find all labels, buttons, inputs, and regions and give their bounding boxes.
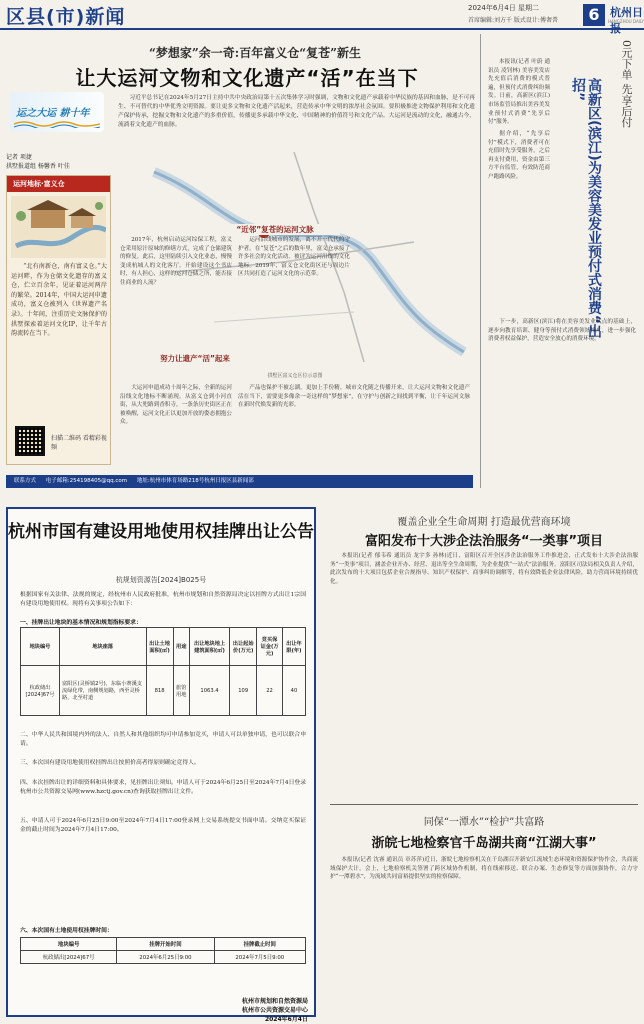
feature-lead: 习近平总书记在2024年5月27日主持中共中央政治局第十五次集体学习时强调，文物和文化遗产承载着中华民族的基因和血脉，是不可再生、不可替代的中华优秀文明资源。要让更多文物和文化遗产活起来，营造传承中华文明的浓厚社会氛围。要积极推进文物保护利用和文化遗产保护传承，挖掘文物和文化遗产的多重价值，传播更多承载中华文化、中国精神的价值符号和文化产品。大运河是流动的文化，融通古今，流淌着文化遗产的血脉。 [118, 95, 475, 128]
newspaper-logo: 杭州日报 [610, 6, 643, 35]
col-deposit: 竞买保证金(万元) [257, 628, 283, 666]
cell-location: 富阳区(灵桥镇2号)，东临小赛溪支流绿化带，南侧规划路，西至灵桥路，北至村道 [60, 666, 147, 716]
right-article-body-2: 下一步，高新区(滨江)将在美容美发业试点的基础上，逐步向教育培训、健身等预付式消费领域推广，进一步强化消费者权益保护，营造安全放心的消费环境。 [488, 319, 636, 343]
contact-address: 地址:杭州市体育场路218号杭州日报区县新闻部 [136, 478, 254, 484]
right-article-kicker: 0元下单 先享后付 [620, 40, 633, 128]
column-3: 大运河申遗成功十周年之际，全新的运河沿线文化地标不断涌现。从富义仓到小河直街，从大兜路到香积寺，一条条历史街区正在被唤醒，运河文化正以更加开放的姿态拥抱公众。 [120, 385, 232, 426]
cell-deposit: 22 [257, 666, 283, 716]
announcement-section-6: 六、本次国有土地使用权挂牌时间： [20, 928, 113, 934]
byline-reporter: 记者 项捷 [6, 154, 32, 161]
feature-kicker: “梦想家”余一奇:百年富义仓“复苍”新生 [148, 46, 362, 60]
col-schedule-start: 挂牌开始时间 [117, 938, 214, 951]
announcement-signatures [158, 997, 308, 1024]
byline-team: 拱墅报道组 杨馨香 叶佳 [6, 163, 70, 170]
byline [6, 153, 114, 171]
right-article-title: 高新区(滨江)为美容美发业预付式消费“出招” [570, 78, 602, 338]
announcement-section-3: 三、本次国有建设用地使用权挂牌出让按照价高者得原则确定竞得人。 [20, 760, 200, 766]
signature-center: 杭州市公共资源交易中心 [241, 1007, 308, 1014]
col-use: 用途 [173, 628, 189, 666]
subhead-two: 努力让遗产“活”起来 [160, 354, 230, 363]
col-area: 出让土地面积(㎡) [146, 628, 173, 666]
wave-icon [14, 120, 100, 128]
side-panel-text: “北有南新仓，南有富义仓。”大运河畔，作为仓储文化遗存的富义仓，伫立百余年，见证着运河两岸的繁荣。2014年，中国大运河申遗成功，富义仓被列入《世界遗产名录》。十年间，注重历史文脉保护的拱墅探索着运河文化IP，让千年古韵流转在当下。 [11, 263, 107, 338]
article3-title: 浙皖七地检察官千岛湖共商“江湖大事” [371, 836, 597, 851]
land-announcement [6, 507, 316, 1023]
col-schedule-parcel: 地块编号 [21, 938, 117, 951]
col-start-price: 出让起始价(万元) [230, 628, 257, 666]
right-article-lead: 本报讯(记者 叶蔚 通讯员 凌钊林) 美容美发店先充值后消费的模式普遍，但预付式消费纠纷频发。日前，高新区(滨江)市场监管局推出美容美发业预付式消费“先享后付”服务。 [488, 59, 550, 126]
col-floor-area: 出让地块地上建筑面积(㎡) [189, 628, 229, 666]
column-2: 运河沿线城市的发展，离不开一代代的守护者。在“复苍”之后的数年里，富义仓承接了许多社会的文化活动，被评为运河沿线的文化地标。2019年，富义仓文化街区还与周边片区共同打造了运河文化的示范带。 [238, 237, 350, 278]
announcement-intro: 根据国家有关法律、法规的规定，经杭州市人民政府批准，杭州市规划和自然资源局决定以挂牌方式出让1宗国有建设用地使用权。现将有关事项公告如下： [20, 592, 306, 607]
map-caption: 拱墅区富义仓区位示意图 [267, 373, 323, 379]
qr-caption: 扫描二维码 看精彩视频 [51, 435, 107, 451]
cell-schedule-end: 2024年7月5日9:00 [214, 951, 305, 964]
article2-body: 本报讯(记者 郁韦希 通讯员 龙宇多 孙林)近日，富阳区召开全区涉企法治服务工作推进会，正式发布十大涉企法治服务“一类事”项目，涵盖企业开办、经营、退出等全生命周期，为企业提供“一站式”法治服务。富阳区司法局相关负责人介绍，此次发布的十大项目包括企业合规指导、知识产权保护、商事纠纷调解等，将有效降低企业法律风险，助力营商环境持续优化。 [330, 553, 638, 585]
column-divider [480, 34, 481, 488]
side-panel [6, 175, 111, 465]
cell-floor-area: 1063.4 [189, 666, 229, 716]
signature-date: 2024年6月4日 [264, 1016, 308, 1023]
page-number: 6 [583, 4, 605, 26]
series-logo [10, 92, 104, 132]
contact-label: 联系方式 [14, 478, 37, 484]
qr-code[interactable] [15, 426, 45, 456]
article-divider [330, 804, 638, 805]
column-4: 产品也保护不被忘湖，更加上手份精。城市文化随之传播开来，让大运河文物和文化遗产活在当下，需要更多像余一奇这样的“梦想家”，在守护与创新之间找到平衡，让千年运河文脉在新时代焕发新的光彩。 [238, 385, 470, 409]
article3-kicker: 同保“一潭水”“检护”共富路 [423, 817, 545, 828]
signature-bureau: 杭州市规划和自然资源局 [241, 998, 308, 1005]
cell-use: 旅馆用地 [173, 666, 189, 716]
cell-schedule-start: 2024年6月25日9:00 [117, 951, 214, 964]
masthead [0, 0, 644, 35]
cell-schedule-parcel: 杭政储出[2024]67号 [21, 951, 117, 964]
feature-title: 让大运河文物和文化遗产“活”在当下 [75, 66, 419, 90]
section-title: 区县(市)新闻 [6, 6, 126, 28]
cell-parcel-id: 杭政储出[2024]67号 [21, 666, 60, 716]
schedule-table-header [21, 938, 306, 951]
subhead-one: “近邻”复苍的运河文脉 [210, 224, 340, 235]
cell-area: 818 [146, 666, 173, 716]
series-logo-text: 运之大运 耕十年 [16, 108, 90, 119]
editor-credits: 首席编辑:刘方千 版式设计:傅奢普 [468, 17, 558, 24]
cell-start-price: 109 [230, 666, 257, 716]
table-row [21, 951, 306, 964]
announcement-number: 杭规划资源告[2024]B025号 [115, 576, 207, 584]
issue-date: 2024年6月4日 星期二 [468, 4, 539, 12]
right-article-body-1: 据介绍，“先享后付”模式下，消费者可在充值时先享受服务，之后再支付费用，资金由第三方平台监管，有效防范商户跑路风险。 [488, 131, 550, 180]
side-panel-heading: 运河地标·富义仓 [7, 176, 110, 192]
cell-term: 40 [282, 666, 305, 716]
contact-email[interactable]: 电子邮箱:254198405@qq.com [45, 478, 128, 484]
contact-bar [6, 475, 473, 488]
landmark-illustration [11, 196, 106, 258]
col-term: 出让年限(年) [282, 628, 305, 666]
parcel-table-header [21, 628, 306, 666]
announcement-section-2: 二、中华人民共和国境内外的法人、自然人和其他组织均可申请参加竞买，申请人可以单独申请，也可以联合申请。 [20, 732, 306, 747]
column-1: 2017年，杭州启动运河综保工程，富义仓采用原汁原味的修缮方式，完成了仓储建筑的修复。此后，这里陆续引入文化业态，慢慢变成杭城人的文化客厅。开始建设这个书店时，有人担心，这样的运河仓储之所，能否接住商业的人流？ [120, 237, 232, 286]
newspaper-logo-sub: HANGZHOU DAILY [608, 19, 644, 24]
table-row [21, 666, 306, 716]
announcement-section-4: 四、本次挂牌出让的详细资料和具体要求，见挂牌出让须知。申请人可于2024年6月25日至2024年7月4日登录杭州市公共资源交易网(www.hzctj.gov.cn)查询获取挂牌出让文件。 [20, 780, 306, 795]
schedule-table [20, 937, 306, 964]
article2-kicker: 覆盖企业全生命周期 打造最优营商环境 [397, 517, 571, 528]
col-location: 地块座落 [60, 628, 147, 666]
col-parcel-id: 地块编号 [21, 628, 60, 666]
announcement-title: 杭州市国有建设用地使用权挂牌出让公告 [8, 522, 314, 542]
announcement-section-5: 五、申请人可于2024年6月25日9:00至2024年7月4日17:00登录网上交易系统提交书面申请。交纳竞买保证金的截止时间为2024年7月4日17:00。 [20, 818, 306, 833]
col-schedule-end: 挂牌截止时间 [214, 938, 305, 951]
announcement-section-1: 一、挂牌出让地块的基本情况和规划指标要求： [20, 620, 142, 626]
article3-body: 本报讯(记者 沈睿 通讯员 章苏萍)近日，浙皖七地检察机关在千岛湖召开新安江流域生态环境和资源保护协作会，共商流域保护大计。会上，七地检察机关签署了跨区域协作机制，将在线索移送、联合办案、生态修复等方面加强协作，合力守护“一潭碧水”，为流域共同富裕提供坚实的检察保障。 [330, 857, 638, 881]
article2-title: 富阳发布十大涉企法治服务“一类事”项目 [364, 534, 604, 549]
parcel-table [20, 627, 306, 716]
